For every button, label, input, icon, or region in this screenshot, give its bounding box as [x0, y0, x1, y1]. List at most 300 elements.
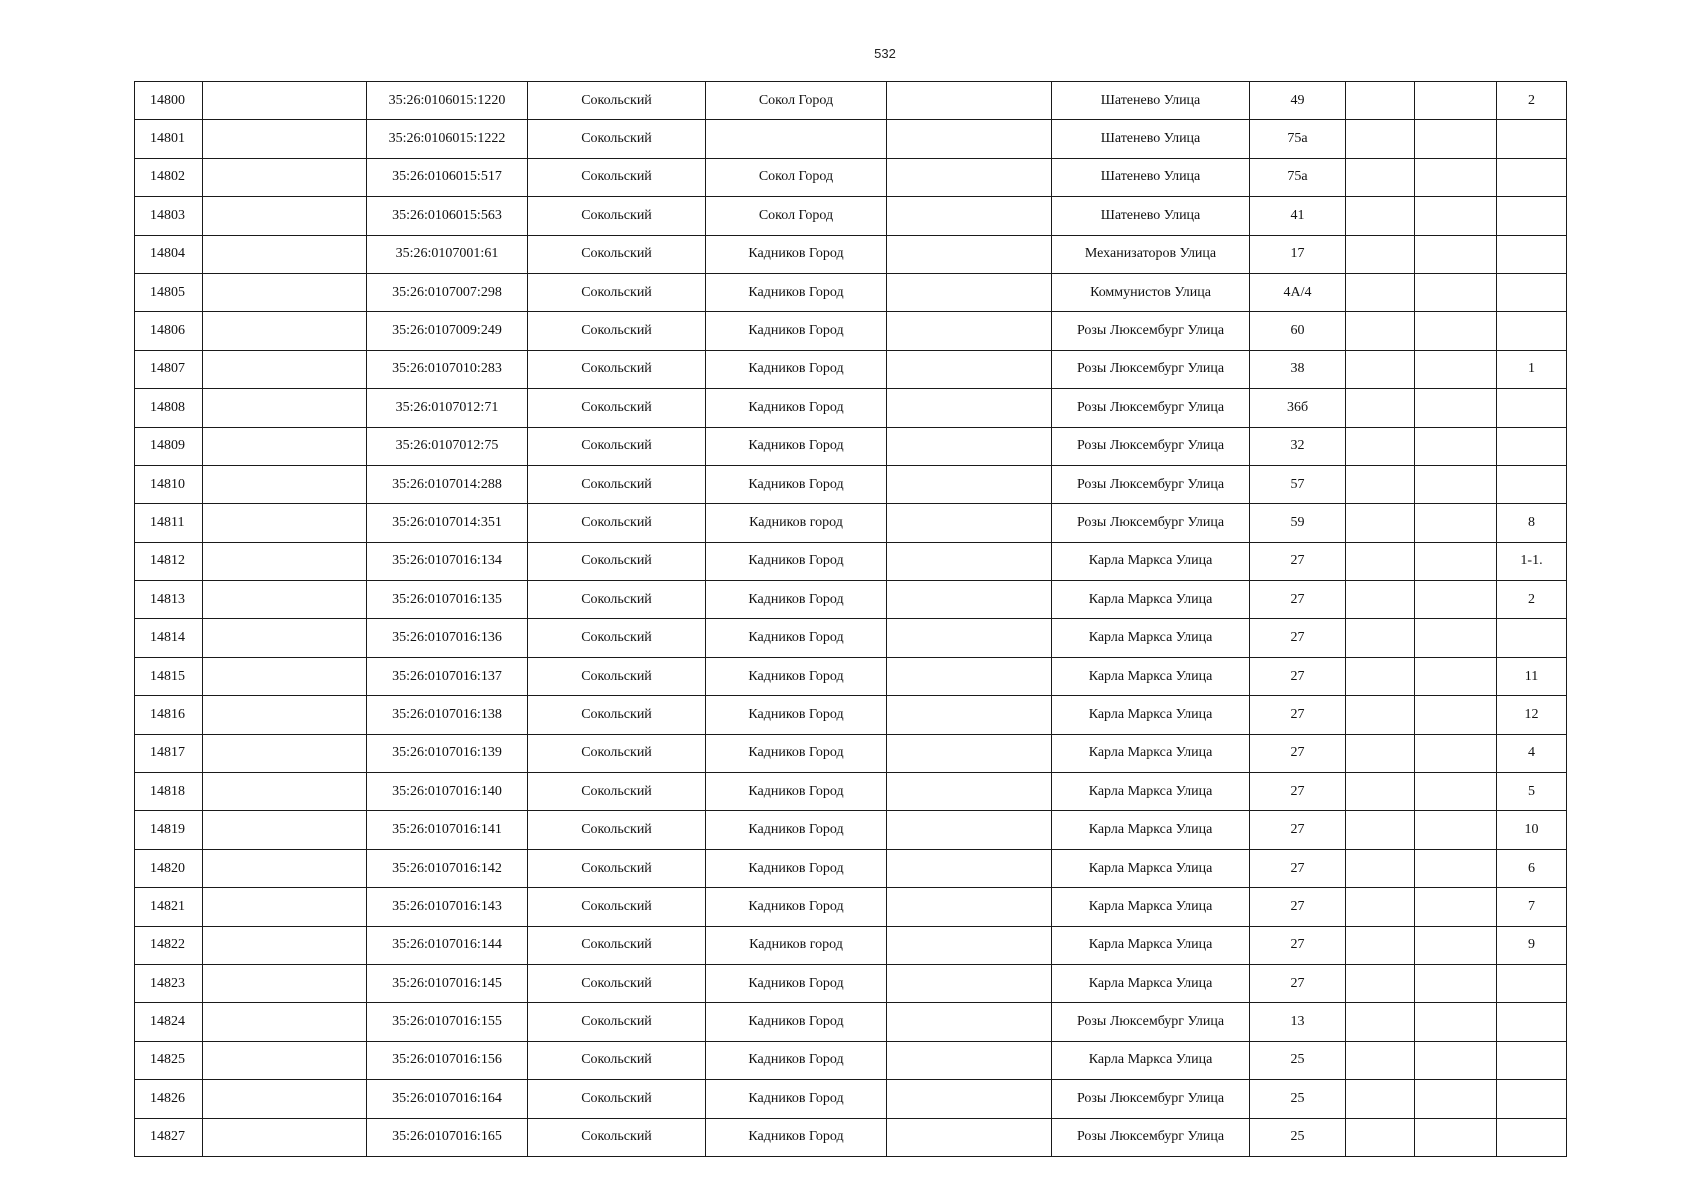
cadastral-number-cell: 35:26:0106015:1220	[367, 82, 528, 120]
table-row	[135, 158, 1567, 196]
cadastral-number-cell: 35:26:0107016:136	[367, 619, 528, 657]
house-number-cell: 27	[1250, 888, 1346, 926]
blank-cell	[887, 465, 1052, 503]
district-cell: Сокольский	[528, 235, 706, 273]
table-row	[135, 964, 1567, 1002]
blank-cell	[1346, 926, 1415, 964]
cadastral-number-cell: 35:26:0107001:61	[367, 235, 528, 273]
blank-cell	[1346, 1041, 1415, 1079]
settlement-cell: Кадников Город	[706, 888, 887, 926]
street-cell: Карла Маркса Улица	[1052, 811, 1250, 849]
street-cell: Карла Маркса Улица	[1052, 888, 1250, 926]
blank-cell	[887, 120, 1052, 158]
settlement-cell: Кадников Город	[706, 235, 887, 273]
house-number-cell: 4А/4	[1250, 273, 1346, 311]
apartment-number-cell: 1-1.	[1497, 542, 1567, 580]
record-number-cell: 14813	[135, 581, 203, 619]
page-number: 532	[874, 46, 896, 61]
blank-cell	[1346, 1080, 1415, 1118]
settlement-cell: Кадников Город	[706, 734, 887, 772]
table-row	[135, 1080, 1567, 1118]
blank-cell	[887, 811, 1052, 849]
blank-cell	[1415, 926, 1497, 964]
blank-cell	[887, 504, 1052, 542]
settlement-cell: Кадников Город	[706, 696, 887, 734]
table-row	[135, 734, 1567, 772]
table-row	[135, 811, 1567, 849]
blank-cell	[1346, 696, 1415, 734]
blank-cell	[203, 350, 367, 388]
blank-cell	[203, 1003, 367, 1041]
record-number-cell: 14820	[135, 849, 203, 887]
street-cell: Карла Маркса Улица	[1052, 964, 1250, 1002]
house-number-cell: 27	[1250, 657, 1346, 695]
apartment-number-cell: 2	[1497, 581, 1567, 619]
blank-cell	[1346, 811, 1415, 849]
apartment-number-cell	[1497, 120, 1567, 158]
blank-cell	[1346, 350, 1415, 388]
blank-cell	[1415, 504, 1497, 542]
house-number-cell: 38	[1250, 350, 1346, 388]
apartment-number-cell: 7	[1497, 888, 1567, 926]
registry-table	[134, 81, 1567, 1157]
house-number-cell: 27	[1250, 581, 1346, 619]
cadastral-number-cell: 35:26:0106015:517	[367, 158, 528, 196]
district-cell: Сокольский	[528, 1080, 706, 1118]
blank-cell	[1415, 849, 1497, 887]
house-number-cell: 27	[1250, 964, 1346, 1002]
district-cell: Сокольский	[528, 849, 706, 887]
settlement-cell: Кадников Город	[706, 1003, 887, 1041]
street-cell: Карла Маркса Улица	[1052, 696, 1250, 734]
blank-cell	[1346, 235, 1415, 273]
cadastral-number-cell: 35:26:0107016:145	[367, 964, 528, 1002]
blank-cell	[1415, 158, 1497, 196]
apartment-number-cell	[1497, 1080, 1567, 1118]
street-cell: Шатенево Улица	[1052, 197, 1250, 235]
table-row	[135, 120, 1567, 158]
blank-cell	[1346, 465, 1415, 503]
apartment-number-cell	[1497, 235, 1567, 273]
cadastral-number-cell: 35:26:0106015:1222	[367, 120, 528, 158]
blank-cell	[1346, 619, 1415, 657]
table-row	[135, 542, 1567, 580]
table-row	[135, 619, 1567, 657]
cadastral-number-cell: 35:26:0107010:283	[367, 350, 528, 388]
district-cell: Сокольский	[528, 465, 706, 503]
apartment-number-cell	[1497, 1041, 1567, 1079]
blank-cell	[1346, 312, 1415, 350]
street-cell: Розы Люксембург Улица	[1052, 1118, 1250, 1156]
settlement-cell: Кадников Город	[706, 465, 887, 503]
blank-cell	[1415, 82, 1497, 120]
table-row	[135, 235, 1567, 273]
blank-cell	[887, 158, 1052, 196]
street-cell: Карла Маркса Улица	[1052, 581, 1250, 619]
apartment-number-cell	[1497, 427, 1567, 465]
blank-cell	[203, 120, 367, 158]
cadastral-number-cell: 35:26:0106015:563	[367, 197, 528, 235]
table-row	[135, 427, 1567, 465]
district-cell: Сокольский	[528, 581, 706, 619]
settlement-cell: Кадников Город	[706, 389, 887, 427]
house-number-cell: 59	[1250, 504, 1346, 542]
table-row	[135, 504, 1567, 542]
district-cell: Сокольский	[528, 773, 706, 811]
cadastral-number-cell: 35:26:0107012:75	[367, 427, 528, 465]
record-number-cell: 14810	[135, 465, 203, 503]
cadastral-number-cell: 35:26:0107016:135	[367, 581, 528, 619]
table-row	[135, 1003, 1567, 1041]
district-cell: Сокольский	[528, 273, 706, 311]
settlement-cell: Кадников город	[706, 926, 887, 964]
blank-cell	[887, 888, 1052, 926]
blank-cell	[887, 235, 1052, 273]
settlement-cell: Кадников Город	[706, 1080, 887, 1118]
blank-cell	[203, 82, 367, 120]
record-number-cell: 14803	[135, 197, 203, 235]
cadastral-number-cell: 35:26:0107016:144	[367, 926, 528, 964]
settlement-cell: Кадников Город	[706, 811, 887, 849]
blank-cell	[887, 542, 1052, 580]
street-cell: Розы Люксембург Улица	[1052, 389, 1250, 427]
apartment-number-cell: 9	[1497, 926, 1567, 964]
blank-cell	[1346, 120, 1415, 158]
table-row	[135, 657, 1567, 695]
blank-cell	[203, 1080, 367, 1118]
apartment-number-cell	[1497, 964, 1567, 1002]
record-number-cell: 14806	[135, 312, 203, 350]
blank-cell	[203, 504, 367, 542]
blank-cell	[1346, 542, 1415, 580]
apartment-number-cell	[1497, 1003, 1567, 1041]
settlement-cell: Кадников Город	[706, 657, 887, 695]
blank-cell	[1346, 273, 1415, 311]
settlement-cell: Кадников город	[706, 504, 887, 542]
settlement-cell: Кадников Город	[706, 273, 887, 311]
blank-cell	[203, 811, 367, 849]
blank-cell	[887, 82, 1052, 120]
record-number-cell: 14826	[135, 1080, 203, 1118]
house-number-cell: 27	[1250, 849, 1346, 887]
table-row	[135, 350, 1567, 388]
apartment-number-cell: 4	[1497, 734, 1567, 772]
table-row	[135, 389, 1567, 427]
district-cell: Сокольский	[528, 619, 706, 657]
house-number-cell: 27	[1250, 773, 1346, 811]
blank-cell	[887, 1118, 1052, 1156]
cadastral-number-cell: 35:26:0107016:141	[367, 811, 528, 849]
blank-cell	[1346, 581, 1415, 619]
district-cell: Сокольский	[528, 389, 706, 427]
cadastral-number-cell: 35:26:0107016:155	[367, 1003, 528, 1041]
district-cell: Сокольский	[528, 657, 706, 695]
settlement-cell: Кадников Город	[706, 1118, 887, 1156]
district-cell: Сокольский	[528, 734, 706, 772]
table-row	[135, 696, 1567, 734]
settlement-cell: Кадников Город	[706, 849, 887, 887]
blank-cell	[1415, 273, 1497, 311]
settlement-cell: Кадников Город	[706, 619, 887, 657]
settlement-cell: Сокол Город	[706, 82, 887, 120]
table-row	[135, 926, 1567, 964]
street-cell: Карла Маркса Улица	[1052, 773, 1250, 811]
house-number-cell: 75а	[1250, 158, 1346, 196]
record-number-cell: 14805	[135, 273, 203, 311]
settlement-cell	[706, 120, 887, 158]
district-cell: Сокольский	[528, 158, 706, 196]
blank-cell	[203, 696, 367, 734]
blank-cell	[1346, 734, 1415, 772]
blank-cell	[203, 773, 367, 811]
street-cell: Шатенево Улица	[1052, 120, 1250, 158]
table-row	[135, 273, 1567, 311]
apartment-number-cell: 11	[1497, 657, 1567, 695]
street-cell: Шатенево Улица	[1052, 158, 1250, 196]
district-cell: Сокольский	[528, 542, 706, 580]
blank-cell	[887, 350, 1052, 388]
apartment-number-cell: 12	[1497, 696, 1567, 734]
settlement-cell: Кадников Город	[706, 427, 887, 465]
blank-cell	[1415, 734, 1497, 772]
house-number-cell: 36б	[1250, 389, 1346, 427]
district-cell: Сокольский	[528, 1003, 706, 1041]
house-number-cell: 57	[1250, 465, 1346, 503]
apartment-number-cell	[1497, 197, 1567, 235]
blank-cell	[203, 197, 367, 235]
blank-cell	[1346, 197, 1415, 235]
blank-cell	[887, 696, 1052, 734]
cadastral-number-cell: 35:26:0107016:156	[367, 1041, 528, 1079]
table-row	[135, 82, 1567, 120]
house-number-cell: 25	[1250, 1041, 1346, 1079]
blank-cell	[1346, 888, 1415, 926]
cadastral-number-cell: 35:26:0107016:134	[367, 542, 528, 580]
cadastral-number-cell: 35:26:0107016:143	[367, 888, 528, 926]
table-row	[135, 849, 1567, 887]
settlement-cell: Кадников Город	[706, 350, 887, 388]
blank-cell	[1415, 773, 1497, 811]
blank-cell	[887, 734, 1052, 772]
blank-cell	[203, 427, 367, 465]
record-number-cell: 14811	[135, 504, 203, 542]
apartment-number-cell	[1497, 312, 1567, 350]
district-cell: Сокольский	[528, 120, 706, 158]
blank-cell	[1346, 427, 1415, 465]
blank-cell	[1346, 504, 1415, 542]
blank-cell	[203, 465, 367, 503]
blank-cell	[1415, 197, 1497, 235]
house-number-cell: 75а	[1250, 120, 1346, 158]
record-number-cell: 14809	[135, 427, 203, 465]
apartment-number-cell	[1497, 158, 1567, 196]
apartment-number-cell	[1497, 273, 1567, 311]
house-number-cell: 25	[1250, 1080, 1346, 1118]
blank-cell	[203, 734, 367, 772]
record-number-cell: 14814	[135, 619, 203, 657]
table-row	[135, 1118, 1567, 1156]
blank-cell	[1415, 235, 1497, 273]
district-cell: Сокольский	[528, 82, 706, 120]
house-number-cell: 27	[1250, 734, 1346, 772]
house-number-cell: 13	[1250, 1003, 1346, 1041]
house-number-cell: 27	[1250, 696, 1346, 734]
table-row	[135, 1041, 1567, 1079]
blank-cell	[203, 273, 367, 311]
blank-cell	[887, 773, 1052, 811]
blank-cell	[1415, 657, 1497, 695]
cadastral-number-cell: 35:26:0107016:164	[367, 1080, 528, 1118]
cadastral-number-cell: 35:26:0107016:138	[367, 696, 528, 734]
record-number-cell: 14812	[135, 542, 203, 580]
settlement-cell: Кадников Город	[706, 1041, 887, 1079]
blank-cell	[887, 427, 1052, 465]
blank-cell	[203, 849, 367, 887]
district-cell: Сокольский	[528, 1118, 706, 1156]
street-cell: Розы Люксембург Улица	[1052, 465, 1250, 503]
house-number-cell: 27	[1250, 926, 1346, 964]
settlement-cell: Кадников Город	[706, 581, 887, 619]
settlement-cell: Кадников Город	[706, 312, 887, 350]
blank-cell	[887, 581, 1052, 619]
blank-cell	[887, 273, 1052, 311]
house-number-cell: 32	[1250, 427, 1346, 465]
district-cell: Сокольский	[528, 197, 706, 235]
record-number-cell: 14818	[135, 773, 203, 811]
district-cell: Сокольский	[528, 427, 706, 465]
blank-cell	[203, 158, 367, 196]
street-cell: Механизаторов Улица	[1052, 235, 1250, 273]
table-row	[135, 888, 1567, 926]
record-number-cell: 14808	[135, 389, 203, 427]
cadastral-number-cell: 35:26:0107014:351	[367, 504, 528, 542]
street-cell: Шатенево Улица	[1052, 82, 1250, 120]
district-cell: Сокольский	[528, 696, 706, 734]
house-number-cell: 27	[1250, 619, 1346, 657]
blank-cell	[887, 1080, 1052, 1118]
street-cell: Карла Маркса Улица	[1052, 926, 1250, 964]
settlement-cell: Кадников Город	[706, 773, 887, 811]
house-number-cell: 27	[1250, 542, 1346, 580]
blank-cell	[1346, 849, 1415, 887]
apartment-number-cell: 5	[1497, 773, 1567, 811]
blank-cell	[203, 964, 367, 1002]
blank-cell	[1415, 1080, 1497, 1118]
blank-cell	[1415, 619, 1497, 657]
street-cell: Розы Люксембург Улица	[1052, 1080, 1250, 1118]
blank-cell	[1415, 964, 1497, 1002]
street-cell: Карла Маркса Улица	[1052, 734, 1250, 772]
record-number-cell: 14817	[135, 734, 203, 772]
settlement-cell: Кадников Город	[706, 964, 887, 1002]
street-cell: Карла Маркса Улица	[1052, 849, 1250, 887]
blank-cell	[1415, 389, 1497, 427]
table-row	[135, 312, 1567, 350]
record-number-cell: 14801	[135, 120, 203, 158]
blank-cell	[887, 657, 1052, 695]
blank-cell	[203, 542, 367, 580]
blank-cell	[1346, 773, 1415, 811]
district-cell: Сокольский	[528, 811, 706, 849]
apartment-number-cell	[1497, 389, 1567, 427]
apartment-number-cell: 6	[1497, 849, 1567, 887]
street-cell: Розы Люксембург Улица	[1052, 1003, 1250, 1041]
blank-cell	[887, 197, 1052, 235]
apartment-number-cell: 10	[1497, 811, 1567, 849]
blank-cell	[887, 964, 1052, 1002]
table-row	[135, 465, 1567, 503]
blank-cell	[1346, 964, 1415, 1002]
apartment-number-cell	[1497, 619, 1567, 657]
district-cell: Сокольский	[528, 504, 706, 542]
blank-cell	[1415, 888, 1497, 926]
house-number-cell: 41	[1250, 197, 1346, 235]
street-cell: Розы Люксембург Улица	[1052, 427, 1250, 465]
blank-cell	[887, 1003, 1052, 1041]
blank-cell	[887, 619, 1052, 657]
table-row	[135, 773, 1567, 811]
blank-cell	[1346, 1118, 1415, 1156]
blank-cell	[1346, 657, 1415, 695]
record-number-cell: 14821	[135, 888, 203, 926]
street-cell: Карла Маркса Улица	[1052, 619, 1250, 657]
table-row	[135, 581, 1567, 619]
blank-cell	[203, 312, 367, 350]
blank-cell	[1415, 1003, 1497, 1041]
apartment-number-cell: 1	[1497, 350, 1567, 388]
record-number-cell: 14822	[135, 926, 203, 964]
blank-cell	[887, 312, 1052, 350]
registry-table-body	[135, 82, 1567, 1157]
blank-cell	[203, 235, 367, 273]
blank-cell	[1415, 465, 1497, 503]
house-number-cell: 27	[1250, 811, 1346, 849]
record-number-cell: 14815	[135, 657, 203, 695]
blank-cell	[1415, 1041, 1497, 1079]
apartment-number-cell: 2	[1497, 82, 1567, 120]
blank-cell	[203, 581, 367, 619]
record-number-cell: 14819	[135, 811, 203, 849]
house-number-cell: 25	[1250, 1118, 1346, 1156]
record-number-cell: 14824	[135, 1003, 203, 1041]
record-number-cell: 14825	[135, 1041, 203, 1079]
table-row	[135, 197, 1567, 235]
district-cell: Сокольский	[528, 312, 706, 350]
cadastral-number-cell: 35:26:0107009:249	[367, 312, 528, 350]
house-number-cell: 49	[1250, 82, 1346, 120]
blank-cell	[1415, 811, 1497, 849]
cadastral-number-cell: 35:26:0107016:165	[367, 1118, 528, 1156]
record-number-cell: 14802	[135, 158, 203, 196]
record-number-cell: 14800	[135, 82, 203, 120]
apartment-number-cell: 8	[1497, 504, 1567, 542]
blank-cell	[203, 1041, 367, 1079]
record-number-cell: 14807	[135, 350, 203, 388]
apartment-number-cell	[1497, 1118, 1567, 1156]
blank-cell	[1415, 350, 1497, 388]
record-number-cell: 14804	[135, 235, 203, 273]
district-cell: Сокольский	[528, 964, 706, 1002]
settlement-cell: Сокол Город	[706, 158, 887, 196]
blank-cell	[887, 389, 1052, 427]
blank-cell	[203, 389, 367, 427]
settlement-cell: Кадников Город	[706, 542, 887, 580]
blank-cell	[1415, 120, 1497, 158]
street-cell: Карла Маркса Улица	[1052, 1041, 1250, 1079]
blank-cell	[1415, 1118, 1497, 1156]
blank-cell	[203, 619, 367, 657]
apartment-number-cell	[1497, 465, 1567, 503]
